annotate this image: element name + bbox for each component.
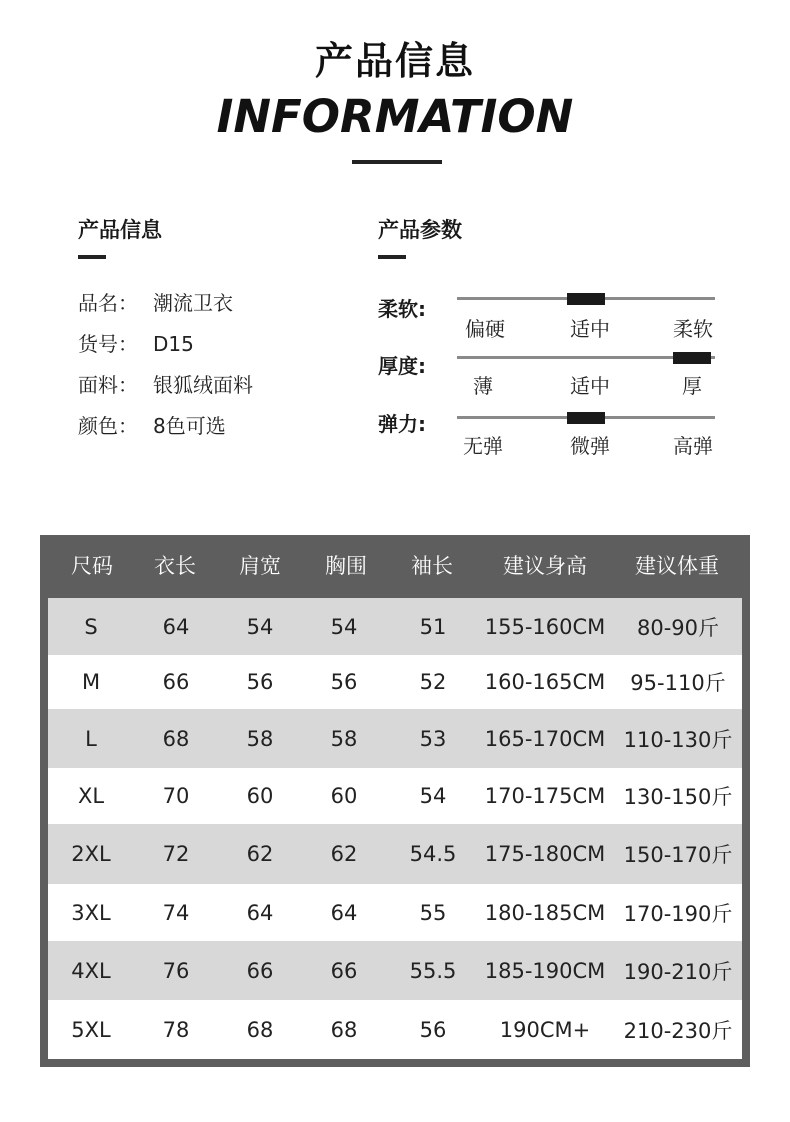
size-table-header	[40, 535, 750, 598]
cell-sleeve: 53	[419, 726, 447, 751]
cell-chest: 64	[330, 900, 358, 925]
table-row	[48, 598, 742, 655]
cell-height: 160-165CM	[484, 670, 606, 694]
cell-weight: 150-170斤	[623, 843, 733, 867]
cell-height: 170-175CM	[484, 784, 606, 808]
table-row	[48, 941, 742, 1000]
info-value: D15	[153, 332, 194, 356]
table-row	[48, 655, 742, 709]
col-header-weight: 建议体重	[635, 554, 719, 578]
table-row	[48, 1000, 742, 1059]
param-label-thickness: 厚度:	[378, 354, 426, 378]
cell-size: L	[85, 726, 97, 751]
col-header-size: 尺码	[71, 554, 113, 578]
info-row-sku	[78, 328, 194, 357]
cell-size: M	[81, 670, 101, 694]
cell-size: XL	[77, 784, 105, 808]
info-key: 颜色：	[78, 414, 138, 438]
col-header-chest: 胸围	[325, 554, 367, 578]
cell-shoulder: 62	[246, 842, 274, 866]
cell-length: 66	[162, 670, 190, 694]
cell-chest: 68	[330, 1017, 358, 1042]
param-marker-elasticity	[567, 412, 605, 424]
cell-sleeve: 56	[419, 1017, 447, 1042]
cell-sleeve: 54	[419, 784, 447, 808]
col-header-sleeve: 袖长	[411, 554, 453, 578]
cell-weight: 130-150斤	[623, 785, 733, 809]
col-header-shoulder: 肩宽	[239, 554, 281, 578]
cell-weight: 170-190斤	[623, 901, 733, 926]
cell-length: 68	[162, 726, 190, 751]
cell-shoulder: 54	[246, 614, 274, 639]
cell-size: 3XL	[71, 900, 111, 925]
cell-size: S	[84, 614, 98, 639]
cell-shoulder: 58	[246, 726, 274, 751]
param-option: 微弹	[570, 434, 610, 458]
col-header-height: 建议身高	[503, 554, 587, 578]
cell-weight: 110-130斤	[623, 727, 733, 752]
info-key: 品名：	[78, 291, 138, 315]
cell-size: 4XL	[71, 958, 111, 983]
info-row-fabric	[78, 369, 253, 398]
info-key: 面料：	[78, 373, 138, 397]
col-header-length: 衣长	[154, 554, 196, 578]
param-option: 适中	[570, 374, 610, 398]
cell-chest: 58	[330, 726, 358, 751]
cell-chest: 56	[330, 670, 358, 694]
param-marker-thickness	[673, 352, 711, 364]
cell-height: 175-180CM	[484, 842, 606, 866]
param-option: 厚	[682, 374, 702, 398]
cell-length: 74	[162, 900, 190, 925]
table-row	[48, 824, 742, 884]
cell-weight: 80-90斤	[636, 615, 720, 640]
cell-chest: 60	[330, 784, 358, 808]
param-label-elasticity: 弹力:	[378, 412, 426, 436]
page-subtitle: INFORMATION	[216, 90, 574, 143]
cell-length: 72	[162, 842, 190, 866]
cell-height: 155-160CM	[484, 614, 606, 639]
title-divider	[352, 160, 442, 164]
param-option: 高弹	[673, 434, 713, 458]
info-row-color	[78, 410, 226, 439]
cell-sleeve: 52	[419, 670, 447, 694]
param-label-softness: 柔软:	[378, 297, 426, 321]
params-heading-rule	[378, 255, 406, 259]
page-title: 产品信息	[314, 39, 475, 83]
table-row	[48, 768, 742, 824]
cell-height: 165-170CM	[484, 726, 606, 751]
info-key: 货号：	[78, 332, 138, 356]
cell-weight: 210-230斤	[623, 1018, 733, 1043]
cell-sleeve: 55	[419, 900, 447, 925]
cell-chest: 66	[330, 958, 358, 983]
cell-sleeve: 51	[419, 614, 447, 639]
cell-shoulder: 66	[246, 958, 274, 983]
table-row	[48, 709, 742, 768]
cell-length: 76	[162, 958, 190, 983]
param-option: 无弹	[463, 434, 503, 458]
cell-shoulder: 64	[246, 900, 274, 925]
cell-chest: 62	[330, 842, 358, 866]
info-heading: 产品信息	[78, 218, 162, 242]
info-value: 8色可选	[153, 414, 226, 438]
table-row	[48, 884, 742, 941]
info-value: 潮流卫衣	[153, 291, 233, 315]
param-option: 薄	[473, 374, 493, 398]
cell-sleeve: 54.5	[409, 842, 457, 866]
cell-size: 2XL	[71, 842, 111, 866]
size-table-body	[48, 598, 742, 1059]
cell-height: 180-185CM	[484, 900, 606, 925]
cell-shoulder: 60	[246, 784, 274, 808]
info-value: 银狐绒面料	[153, 373, 253, 397]
cell-shoulder: 56	[246, 670, 274, 694]
cell-weight: 190-210斤	[623, 959, 733, 984]
cell-weight: 95-110斤	[630, 671, 726, 695]
param-option: 偏硬	[465, 317, 505, 341]
info-heading-rule	[78, 255, 106, 259]
cell-length: 70	[162, 784, 190, 808]
cell-length: 64	[162, 614, 190, 639]
params-heading: 产品参数	[378, 218, 462, 242]
cell-sleeve: 55.5	[409, 958, 457, 983]
cell-length: 78	[162, 1017, 190, 1042]
cell-size: 5XL	[71, 1017, 111, 1042]
info-row-name	[78, 287, 233, 316]
cell-shoulder: 68	[246, 1017, 274, 1042]
param-marker-softness	[567, 293, 605, 305]
cell-height: 185-190CM	[484, 958, 606, 983]
param-option: 适中	[570, 317, 610, 341]
param-option: 柔软	[673, 317, 713, 341]
cell-height: 190CM+	[499, 1017, 591, 1042]
cell-chest: 54	[330, 614, 358, 639]
